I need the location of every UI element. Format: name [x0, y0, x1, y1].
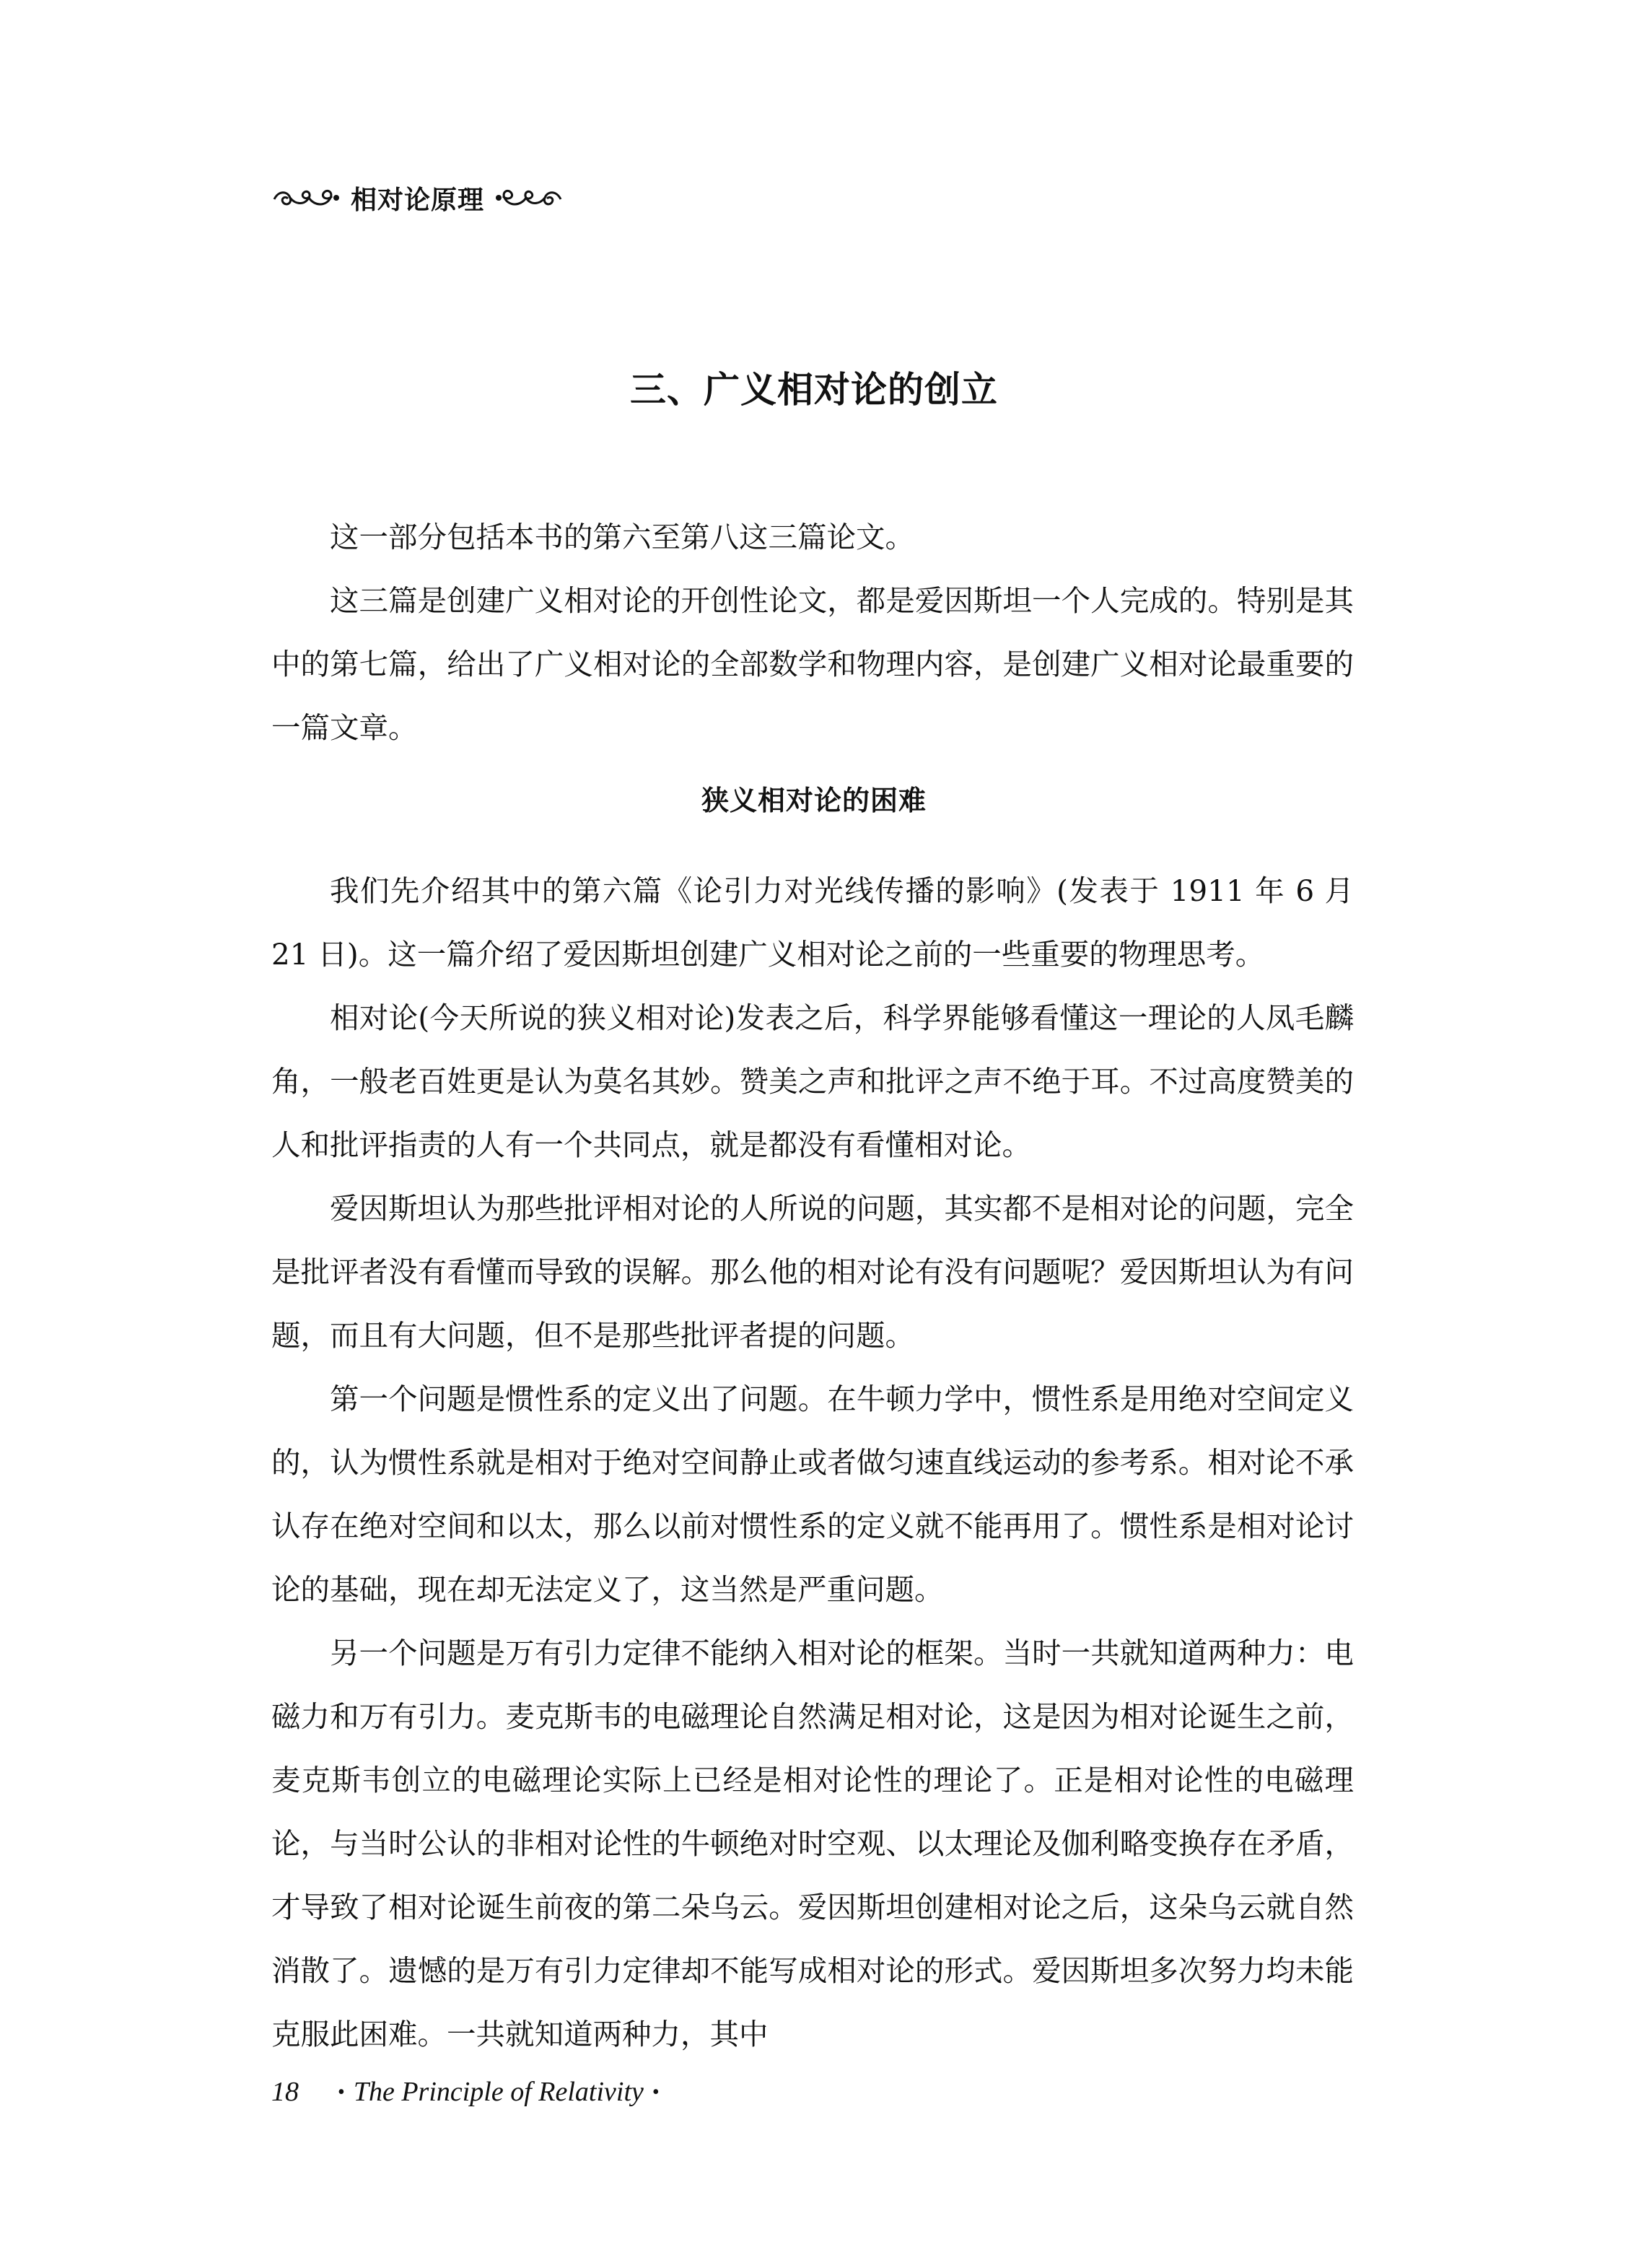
- paragraph: 这三篇是创建广义相对论的开创性论文，都是爱因斯坦一个人完成的。特别是其中的第七篇，给出了广义相对论的全部数学和物理内容，是创建广义相对论最重要的一篇文章。: [271, 583, 1354, 745]
- section-title: 三、广义相对论的创立: [630, 369, 998, 411]
- body-text: [271, 859, 1354, 2066]
- paragraph: 这一部分包括本书的第六至第八这三篇论文。: [330, 520, 914, 554]
- book-title: The Principle of Relativity: [353, 2077, 644, 2107]
- running-head: [271, 176, 564, 219]
- bullet-right: •: [652, 2081, 660, 2103]
- left-flourish-icon: [271, 185, 341, 211]
- page-footer: [271, 2076, 668, 2108]
- page-number: 18: [271, 2077, 299, 2107]
- paragraph: 相对论(今天所说的狭义相对论)发表之后，科学界能够看懂这一理论的人凤毛麟角，一般老百姓更是认为莫名其妙。赞美之声和批评之声不绝于耳。不过高度赞美的人和批评指责的人有一个共同点，就是都没有看懂相对论。: [271, 1000, 1354, 1162]
- paragraph: 第一个问题是惯性系的定义出了问题。在牛顿力学中，惯性系是用绝对空间定义的，认为惯性系就是相对于绝对空间静止或者做匀速直线运动的参考系。相对论不承认存在绝对空间和以太，那么以前对惯性系的定义就不能再用了。惯性系是相对论讨论的基础，现在却无法定义了，这当然是严重问题。: [271, 1382, 1354, 1607]
- paragraph: 另一个问题是万有引力定律不能纳入相对论的框架。当时一共就知道两种力：电磁力和万有引力。麦克斯韦的电磁理论自然满足相对论，这是因为相对论诞生之前，麦克斯韦创立的电磁理论实际上已经是相对论性的理论了。正是相对论性的电磁理论，与当时公认的非相对论性的牛顿绝对时空观、以太理论及伽利略变换存在矛盾，才导致了相对论诞生前夜的第二朵乌云。爱因斯坦创建相对论之后，这朵乌云就自然消散了。遗憾的是万有引力定律却不能写成相对论的形式。爱因斯坦多次努力均未能克服此困难。一共就知道两种力，其中: [271, 1636, 1354, 2051]
- paragraph: 爱因斯坦认为那些批评相对论的人所说的问题，其实都不是相对论的问题，完全是批评者没有看懂而导致的误解。那么他的相对论有没有问题呢？爱因斯坦认为有问题，而且有大问题，但不是那些批评者提的问题。: [271, 1191, 1354, 1353]
- paragraph: 我们先介绍其中的第六篇《论引力对光线传播的影响》(发表于 1911 年 6 月 21 日)。这一篇介绍了爱因斯坦创建广义相对论之前的一些重要的物理思考。: [271, 873, 1354, 972]
- subheading: 狭义相对论的困难: [701, 785, 927, 816]
- right-flourish-icon: [494, 185, 564, 211]
- intro-text: [271, 505, 1354, 759]
- running-head-title: 相对论原理: [351, 185, 485, 215]
- bullet-left: •: [338, 2081, 345, 2103]
